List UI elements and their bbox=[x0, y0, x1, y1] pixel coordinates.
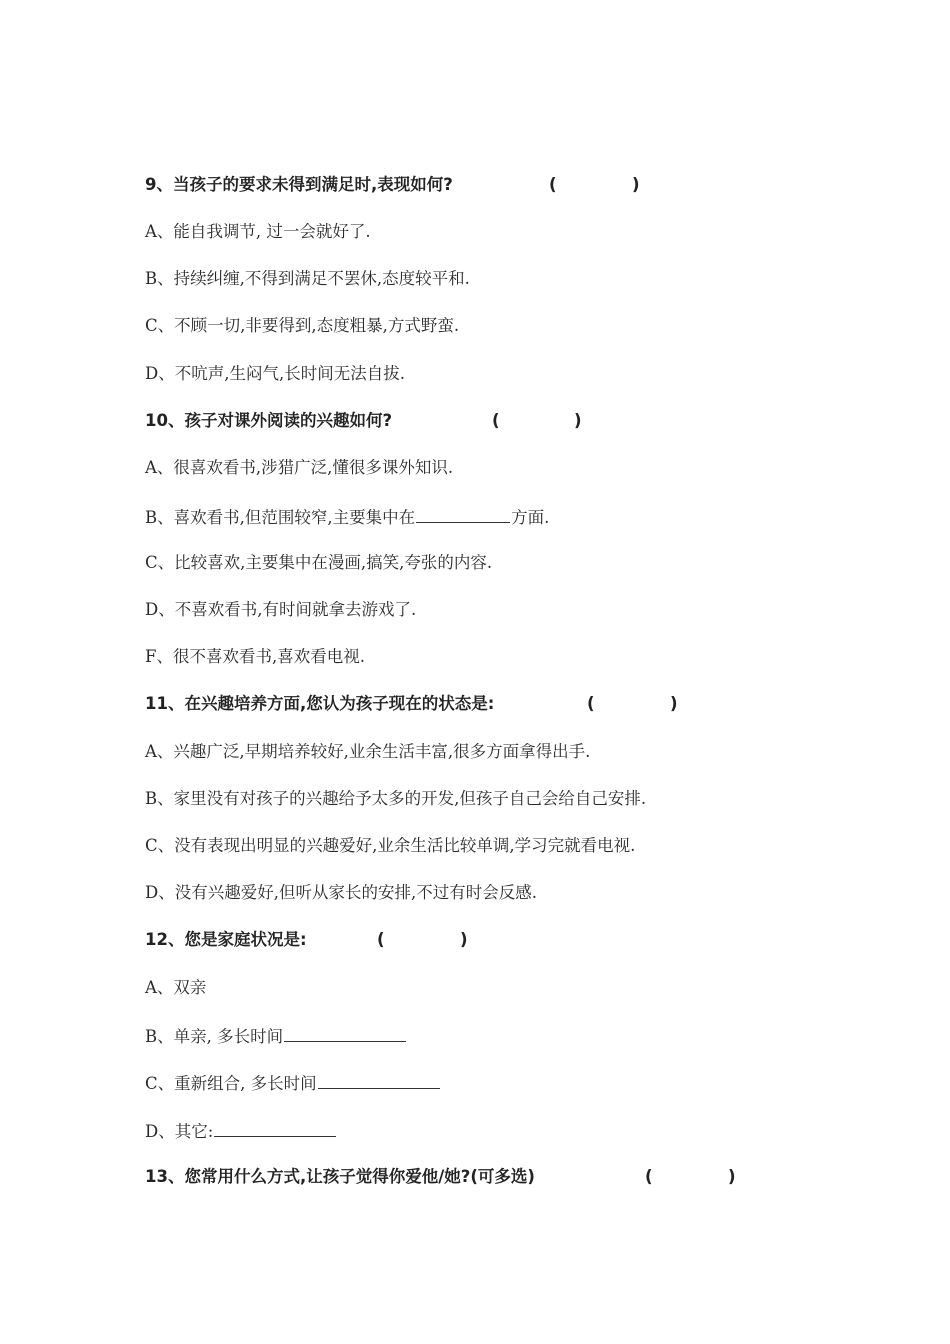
question-9-text: 9、当孩子的要求未得到满足时,表现如何? bbox=[145, 175, 453, 194]
question-10-text: 10、孩子对课外阅读的兴趣如何? bbox=[145, 411, 393, 430]
question-11-text: 11、在兴趣培养方面,您认为孩子现在的状态是: bbox=[145, 694, 495, 713]
question-13-answer-open-paren: ( bbox=[645, 1167, 653, 1186]
question-9-option-a: A、能自我调节, 过一会就好了. bbox=[145, 222, 371, 241]
question-13-answer-close-paren: ) bbox=[728, 1167, 736, 1186]
question-12-option-c bbox=[145, 1070, 441, 1094]
question-12-option-b bbox=[145, 1023, 407, 1047]
question-10-option-b bbox=[145, 504, 549, 528]
question-10-option-f: F、很不喜欢看书,喜欢看电视. bbox=[145, 647, 365, 666]
question-11-option-d: D、没有兴趣爱好,但听从家长的安排,不过有时会反感. bbox=[145, 883, 537, 902]
question-12-answer-close-paren: ) bbox=[460, 930, 468, 949]
question-11-option-a: A、兴趣广泛,早期培养较好,业余生活丰富,很多方面拿得出手. bbox=[145, 742, 591, 761]
question-9-option-b: B、持续纠缠,不得到满足不罢休,态度较平和. bbox=[145, 269, 470, 288]
question-12-answer-open-paren: ( bbox=[377, 930, 385, 949]
question-11-option-c: C、没有表现出明显的兴趣爱好,业余生活比较单调,学习完就看电视. bbox=[145, 836, 636, 855]
question-10-option-b-prefix: B、喜欢看书,但范围较窄,主要集中在 bbox=[145, 508, 416, 527]
question-10-option-b-blank bbox=[416, 504, 510, 523]
question-11-answer-close-paren: ) bbox=[670, 694, 678, 713]
question-11-answer-open-paren: ( bbox=[587, 694, 595, 713]
question-12-option-b-blank bbox=[284, 1023, 406, 1042]
question-12-option-c-label: C、重新组合, 多长时间 bbox=[145, 1074, 317, 1093]
question-12-option-b-label: B、单亲, 多长时间 bbox=[145, 1027, 284, 1046]
question-12-option-a: A、双亲 bbox=[145, 978, 207, 997]
question-11-option-b: B、家里没有对孩子的兴趣给予太多的开发,但孩子自己会给自己安排. bbox=[145, 789, 647, 808]
question-10-option-c: C、比较喜欢,主要集中在漫画,搞笑,夸张的内容. bbox=[145, 553, 493, 572]
question-10-answer-close-paren: ) bbox=[574, 411, 582, 430]
question-12-option-d-label: D、其它: bbox=[145, 1122, 214, 1141]
question-9-answer-close-paren: ) bbox=[632, 175, 640, 194]
question-12-option-d bbox=[145, 1118, 337, 1142]
question-10-option-d: D、不喜欢看书,有时间就拿去游戏了. bbox=[145, 600, 417, 619]
question-12-text: 12、您是家庭状况是: bbox=[145, 930, 307, 949]
question-13-text: 13、您常用什么方式,让孩子觉得你爱他/她?(可多选) bbox=[145, 1167, 535, 1186]
question-9-answer-open-paren: ( bbox=[549, 175, 557, 194]
question-10-option-b-suffix: 方面. bbox=[511, 508, 550, 527]
question-9-option-d: D、不吭声,生闷气,长时间无法自拔. bbox=[145, 364, 405, 383]
question-10-option-a: A、很喜欢看书,涉猎广泛,懂很多课外知识. bbox=[145, 458, 454, 477]
question-9-option-c: C、不顾一切,非要得到,态度粗暴,方式野蛮. bbox=[145, 316, 460, 335]
question-10-answer-open-paren: ( bbox=[492, 411, 500, 430]
question-12-option-c-blank bbox=[318, 1070, 440, 1089]
question-12-option-d-blank bbox=[214, 1118, 336, 1137]
